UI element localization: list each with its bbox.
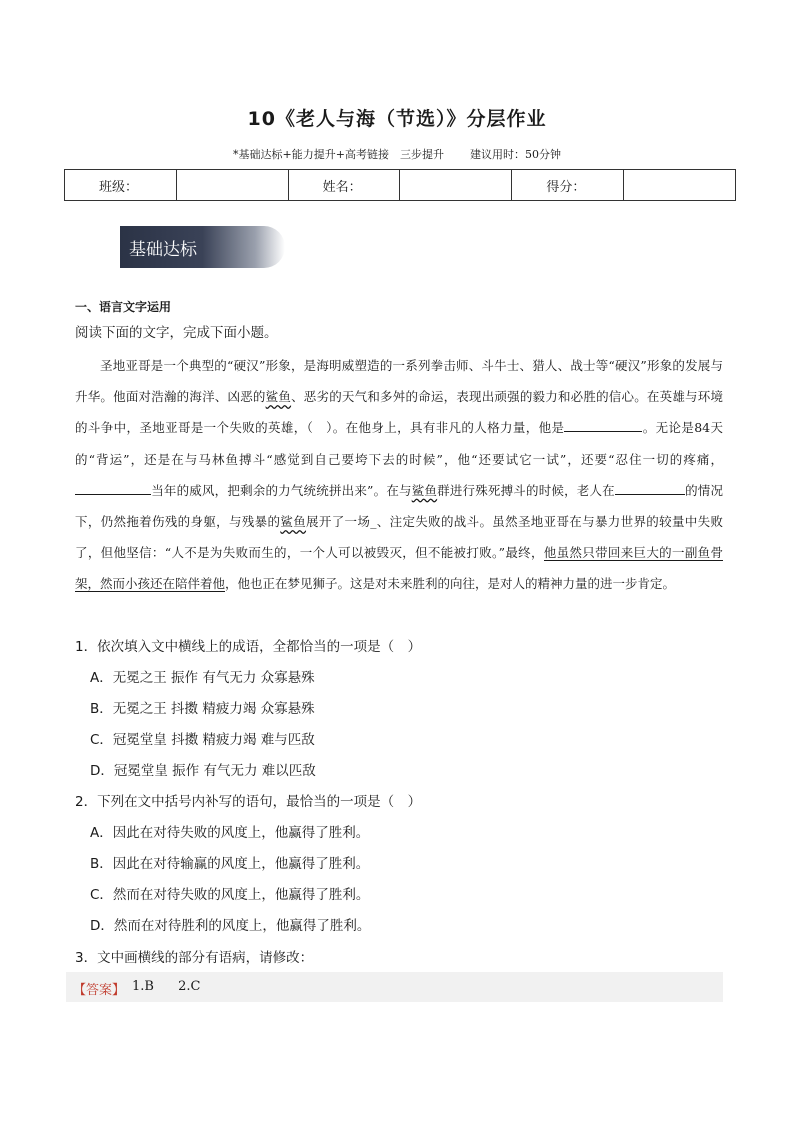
- passage-text: 圣地亚哥是一个典型的“硬汉”形象，是海明威塑造的一系列拳击师、斗牛士、猎人、战士等“硬汉”形象的发展与升华。他面对浩瀚的海洋、凶恶的: [75, 358, 723, 405]
- answer-tag: 【答案】: [73, 983, 126, 998]
- section-banner-label: 基础达标: [129, 240, 197, 260]
- question-2-option-b[interactable]: B．因此在对待输赢的风度上，他赢得了胜利。: [90, 856, 370, 872]
- passage-shark: 鲨鱼: [265, 389, 292, 405]
- passage-text: 群进行殊死搏斗的时候，老人在: [437, 482, 615, 498]
- page-subtitle: [0, 146, 794, 162]
- question-1-option-b[interactable]: B．无冕之王 抖擞 精疲力竭 众寡悬殊: [90, 701, 315, 717]
- underlined-sentence: 他虽然只带回来巨大的一副鱼骨架，然而小孩还在陪伴着他: [75, 545, 723, 592]
- passage-text: 、恶劣的天气和多舛的命运，表现出顽强的毅力和必胜的信心。在英雄与环境的斗争中，圣地亚哥是一个失败的英雄，（ ）。在他身上，具有非凡的人格力量，他是: [75, 389, 723, 436]
- name-label: 姓名：: [288, 170, 400, 201]
- question-2: 2．下列在文中括号内补写的语句，最恰当的一项是（ ）: [75, 794, 422, 810]
- question-1-option-a[interactable]: A．无冕之王 振作 有气无力 众寡悬殊: [90, 670, 315, 686]
- subtitle-steps: *基础达标+能力提升+高考链接 三步提升: [233, 148, 444, 161]
- answer-value: 1.B 2.C: [132, 979, 201, 994]
- blank-3[interactable]: [615, 480, 685, 495]
- blank-2[interactable]: [75, 480, 151, 495]
- section-banner: [120, 226, 285, 268]
- passage-shark: 鲨鱼: [280, 514, 307, 530]
- question-2-option-a[interactable]: A．因此在对待失败的风度上，他赢得了胜利。: [90, 825, 370, 841]
- name-field[interactable]: [400, 170, 512, 201]
- answer-box: [66, 972, 723, 1002]
- subtitle-time: 建议用时：50分钟: [469, 148, 561, 161]
- question-1-option-d[interactable]: D．冠冕堂皇 振作 有气无力 难以匹敌: [90, 763, 316, 779]
- reading-passage: [75, 350, 723, 600]
- passage-text: 展开了一场_、注定失败的战斗。虽然圣地亚哥在与暴力世界的较量中失败了，但他坚信：“人不是为失败而生的，一个人可以被毁灭，但不能被打败。”最终，: [75, 514, 723, 561]
- reading-instruction: 阅读下面的文字，完成下面小题。: [75, 325, 278, 341]
- question-3: 3．文中画横线的部分有语病，请修改：: [75, 950, 314, 966]
- passage-text: ，他也正在梦见狮子。这是对未来胜利的向往，是对人的精神力量的进一步肯定。: [225, 576, 676, 592]
- passage-text: 。无论是84天的“背运”，还是在与马林鱼搏斗“感觉到自己要垮下去的时候”，他“还要试它一试”，还要“忍住一切的疼痛，: [75, 420, 723, 467]
- question-1: 1．依次填入文中横线上的成语，全都恰当的一项是（ ）: [75, 639, 422, 655]
- passage-text: 当年的威风，把剩余的力气统统拼出来”。在与: [151, 482, 412, 498]
- question-2-option-d[interactable]: D．然而在对待胜利的风度上，他赢得了胜利。: [90, 918, 371, 934]
- score-field[interactable]: [624, 170, 736, 201]
- passage-shark: 鲨鱼: [411, 482, 438, 498]
- passage-text: 的情况下，仍然拖着伤残的身躯，与残暴的: [75, 482, 723, 530]
- part-title: 一、语言文字运用: [75, 300, 172, 314]
- question-2-option-c[interactable]: C．然而在对待失败的风度上，他赢得了胜利。: [90, 887, 370, 903]
- question-1-option-c[interactable]: C．冠冕堂皇 抖擞 精疲力竭 难与匹敌: [90, 732, 315, 748]
- class-field[interactable]: [176, 170, 288, 201]
- class-label: 班级：: [65, 170, 177, 201]
- score-label: 得分：: [512, 170, 624, 201]
- blank-1[interactable]: [564, 417, 642, 432]
- student-info-table: [64, 169, 736, 201]
- page-title: 10《老人与海（节选）》分层作业: [247, 108, 547, 130]
